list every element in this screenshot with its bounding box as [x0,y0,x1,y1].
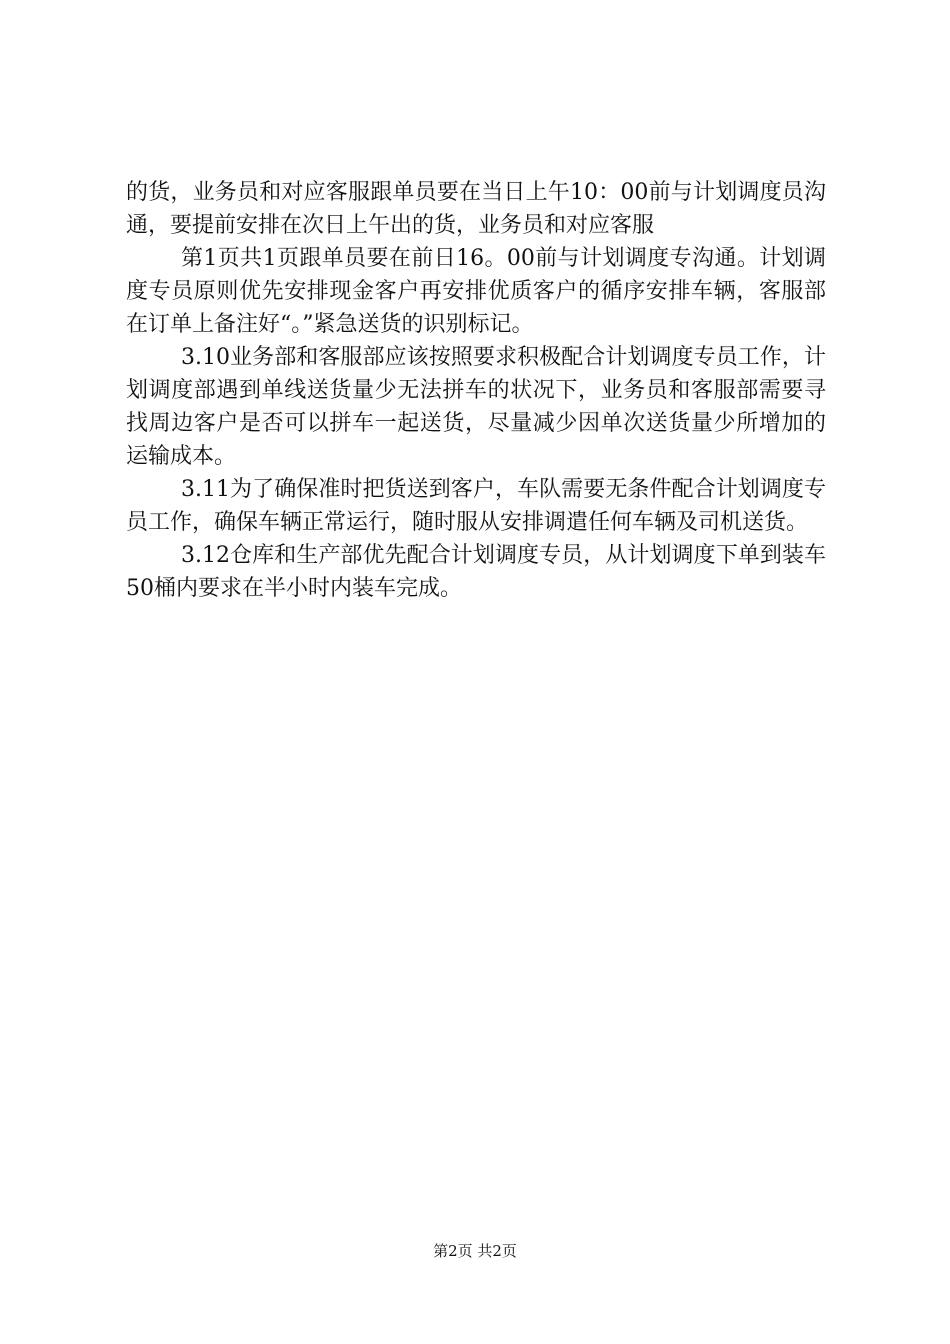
paragraph-3-10: 3.10业务部和客服部应该按照要求积极配合计划调度专员工作，计划调度部遇到单线送货量少无法拼车的状况下，业务员和客服部需要寻找周边客户是否可以拼车一起送货，尽量减少因单次送货量少所增加的运输成本。 [126,345,826,469]
paragraph-schedule-communication: 第1页共1页跟单员要在前日16。00前与计划调度专沟通。计划调度专员原则优先安排现金客户再安排优质客户的循序安排车辆，客服部在订单上备注好“。”紧急送货的识别标记。 [126,246,826,337]
paragraph-3-12: 3.12仓库和生产部优先配合计划调度专员，从计划调度下单到装车50桶内要求在半小时内装车完成。 [126,543,826,601]
paragraph-continuation: 的货，业务员和对应客服跟单员要在当日上午10：00前与计划调度员沟通，要提前安排在次日上午出的货，业务员和对应客服 [126,180,826,238]
page-footer: 第2页 共2页 [433,1242,517,1260]
paragraph-3-11: 3.11为了确保准时把货送到客户，车队需要无条件配合计划调度专员工作，确保车辆正常运行，随时服从安排调遣任何车辆及司机送货。 [126,477,826,535]
document-body [126,176,826,605]
